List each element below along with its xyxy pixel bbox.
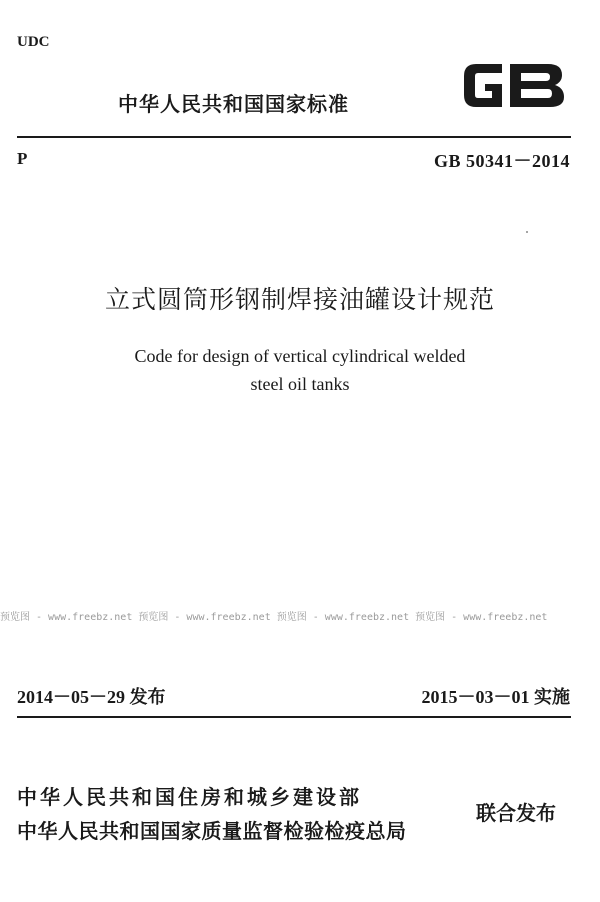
chinese-title: 立式圆筒形钢制焊接油罐设计规范 <box>104 285 495 314</box>
standard-type-title: 中华人民共和国国家标准 <box>118 92 349 116</box>
english-title <box>0 342 600 398</box>
header-rule <box>17 136 571 138</box>
implementation-date: 2015－03－01 实施 <box>421 687 570 707</box>
english-title-line1: Code for design of vertical cylindrical welded <box>134 346 466 366</box>
issue-date: 2014－05－29 发布 <box>17 687 166 707</box>
standard-code: GB 50341－2014 <box>433 151 570 171</box>
gb-logo <box>458 58 570 113</box>
english-title-line2: steel oil tanks <box>250 374 350 394</box>
speck <box>526 231 528 233</box>
watermark-text: 预览图 - www.freebz.net 预览图 - www.freebz.net 预览图 - www.freebz.net 预览图 - www.freebz.net <box>0 612 548 623</box>
category-code: P <box>17 149 28 168</box>
footer-rule <box>17 716 571 718</box>
joint-issue-label: 联合发布 <box>476 801 556 825</box>
issuer-ministry: 中华人民共和国住房和城乡建设部 <box>17 785 362 809</box>
issuer-aqsiq: 中华人民共和国国家质量监督检验检疫总局 <box>17 819 407 843</box>
udc-label: UDC <box>17 34 50 50</box>
